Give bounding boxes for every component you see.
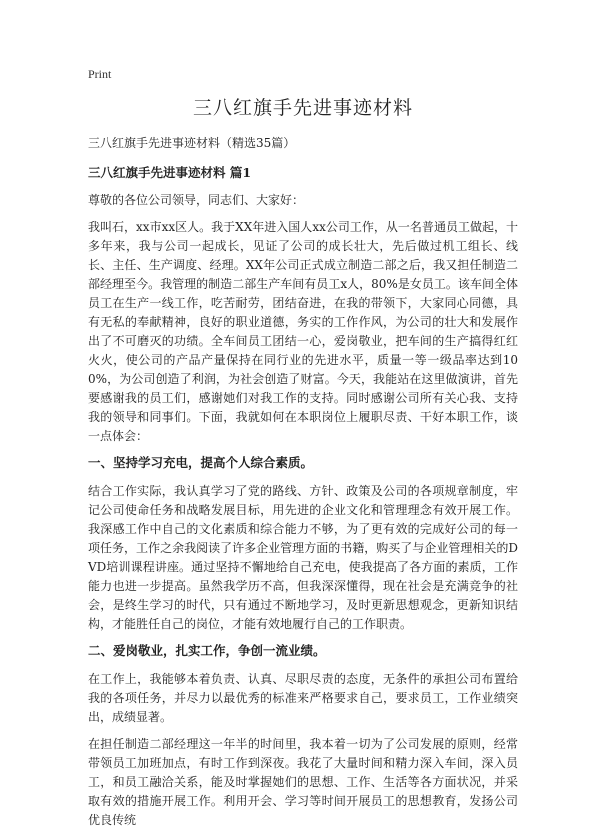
manager-paragraph: 在担任制造二部经理这一年半的时间里，我本着一切为了公司发展的原则，经常带领员工加班加点，有时工作到深夜。我花了大量时间和精力深入车间，深入员工，和员工融洽关系，能及时掌握她们的思想、工作、生活等各方面状况，并采取有效的措施开展工作。利用开会、学习等时间开展员工的思想教育，发扬公司优良传统 bbox=[88, 737, 518, 827]
document-subtitle: 三八红旗手先进事迹材料（精选35篇） bbox=[88, 136, 296, 150]
study-paragraph: 结合工作实际，我认真学习了党的路线、方针、政策及公司的各项规章制度，牢记公司使命任务和战略发展目标，用先进的企业文化和管理理念有效开展工作。我深感工作中自己的文化素质和综合能力不够，为了更有效的完成好公司的每一项任务，工作之余我阅读了许多企业管理方面的书籍，购买了与企业管理相关的DVD培训课程讲座。通过坚持不懈地给自己充电，使我提高了各方面的素质，工作能力也进一步提高。虽然我学历不高，但我深深懂得，现在社会是充满竞争的社会，是终生学习的时代，只有通过不断地学习，及时更新思想观念，更新知识结构，才能胜任自己的岗位，才能有效地履行自己的工作职责。 bbox=[88, 484, 518, 631]
print-link[interactable]: Print bbox=[88, 67, 112, 81]
page-title: 三八红旗手先进事迹材料 bbox=[192, 97, 413, 119]
greeting-paragraph: 尊敬的各位公司领导，同志们、大家好： bbox=[88, 193, 305, 207]
heading-dedication: 二、爱岗敬业，扎实工作，争创一流业绩。 bbox=[88, 643, 326, 658]
document-page bbox=[88, 66, 518, 838]
dedication-paragraph: 在工作上，我能够本着负责、认真、尽职尽责的态度，无条件的承担公司布置给我的各项任务，并尽力以最优秀的标准来严格要求自己，要求员工，工作业绩突出，成绩显著。 bbox=[88, 672, 518, 724]
heading-study: 一、坚持学习充电，提高个人综合素质。 bbox=[88, 455, 314, 470]
intro-paragraph: 我叫石，xx市xx区人。我于XX年进入国人xx公司工作，从一名普通员工做起，十多年来，我与公司一起成长，见证了公司的成长壮大，先后做过机工组长、线长、主任、生产调度、经理。XX年公司正式成立制造二部之后，我又担任制造二部经理至今。我管理的制造二部生产车间有员工x人，80%是女员工。该车间全体员工在生产一线工作，吃苦耐劳，团结奋进，在我的带领下，大家同心同德，具有无私的奉献精神，良好的职业道德，务实的工作作风，为公司的壮大和发展作出了不可磨灭的功绩。全车间员工团结一心，爱岗敬业，把车间的生产搞得红红火火，使公司的产品产量保持在同行业的先进水平，质量一等一级品率达到100%，为公司创造了利润，为社会创造了财富。今天，我能站在这里做演讲，首先要感谢我的员工们，感谢她们对我工作的支持。同时感谢公司所有关心我、支持我的领导和同事们。下面，我就如何在本职岗位上履职尽责、干好本职工作，谈一点体会： bbox=[88, 220, 518, 443]
section-title: 三八红旗手先进事迹材料 篇1 bbox=[88, 165, 252, 180]
